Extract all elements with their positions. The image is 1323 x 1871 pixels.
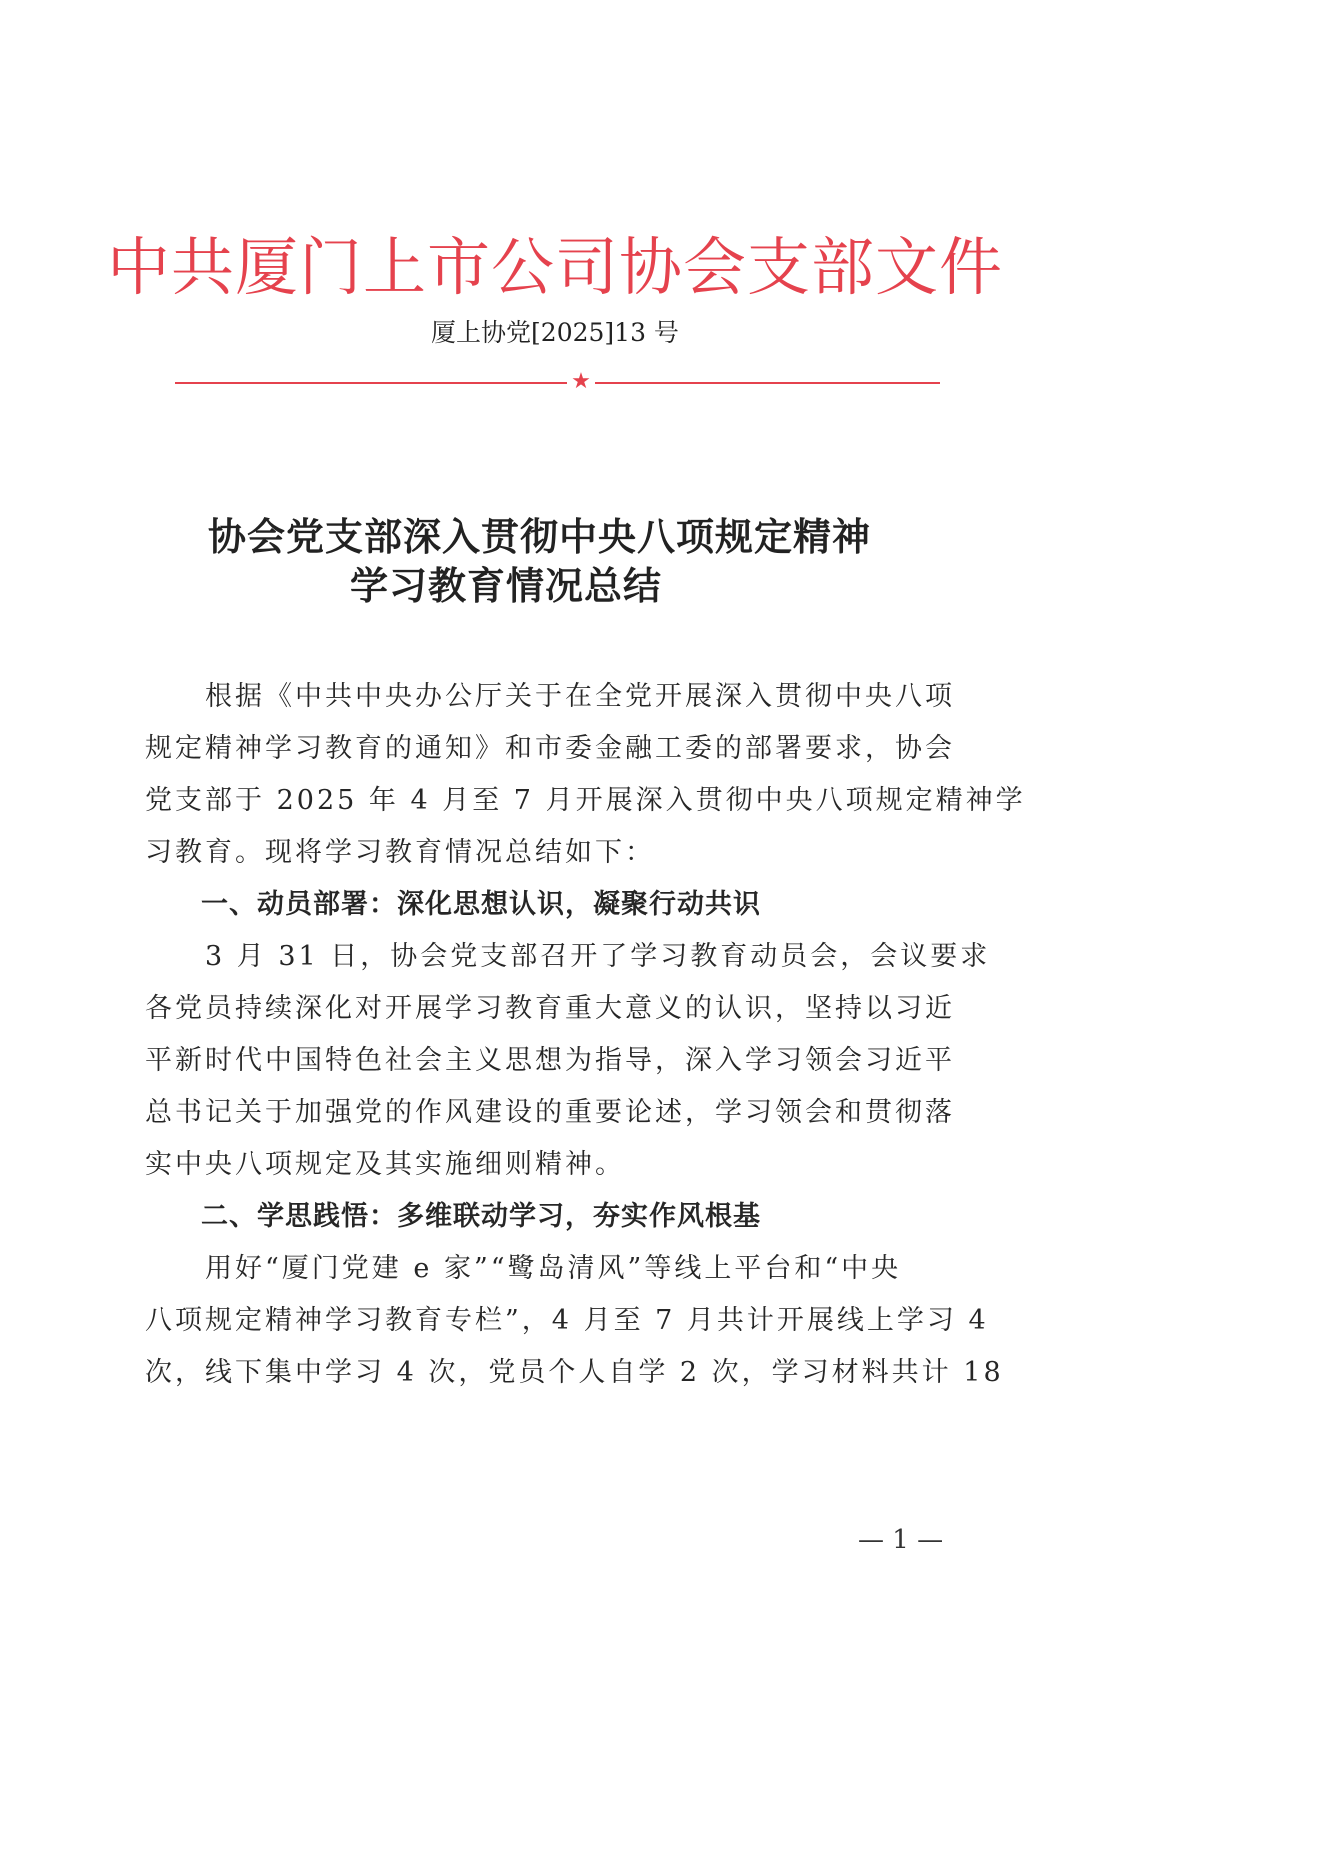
section-heading-2: 二、学思践悟：多维联动学习，夯实作风根基	[145, 1201, 761, 1232]
body-text-line: 次，线下集中学习 4 次，党员个人自学 2 次，学习材料共计 18	[145, 1357, 1004, 1388]
issuer-header: 中共厦门上市公司协会支部文件	[107, 231, 1003, 304]
document-title-line-1: 协会党支部深入贯彻中央八项规定精神	[208, 514, 872, 559]
divider-line-left	[175, 382, 567, 384]
star-icon: ★	[571, 369, 591, 394]
body-text-line: 各党员持续深化对开展学习教育重大意义的认识，坚持以习近	[145, 993, 955, 1024]
body-text-line: 规定精神学习教育的通知》和市委金融工委的部署要求，协会	[145, 733, 955, 764]
document-title-line-2: 学习教育情况总结	[350, 563, 663, 608]
body-text-line: 习教育。现将学习教育情况总结如下：	[145, 837, 655, 868]
body-text-line: 八项规定精神学习教育专栏”，4 月至 7 月共计开展线上学习 4	[145, 1305, 989, 1336]
body-text-line: 总书记关于加强党的作风建设的重要论述，学习领会和贯彻落	[145, 1097, 955, 1128]
body-text-line: 平新时代中国特色社会主义思想为指导，深入学习领会习近平	[145, 1045, 955, 1076]
body-text-line: 根据《中共中央办公厅关于在全党开展深入贯彻中央八项	[145, 681, 955, 712]
page-number: — 1 —	[858, 1525, 944, 1555]
body-text-line: 党支部于 2025 年 4 月至 7 月开展深入贯彻中央八项规定精神学	[145, 785, 1026, 816]
body-text-line: 用好“厦门党建 e 家”“鹭岛清风”等线上平台和“中央	[145, 1253, 902, 1284]
header-divider	[175, 369, 940, 394]
document-number: 厦上协党[2025]13 号	[431, 318, 679, 347]
body-text-line: 实中央八项规定及其实施细则精神。	[145, 1149, 625, 1180]
section-heading-1: 一、动员部署：深化思想认识，凝聚行动共识	[145, 889, 761, 920]
divider-line-right	[595, 382, 940, 384]
body-text-line: 3 月 31 日，协会党支部召开了学习教育动员会，会议要求	[145, 941, 991, 972]
